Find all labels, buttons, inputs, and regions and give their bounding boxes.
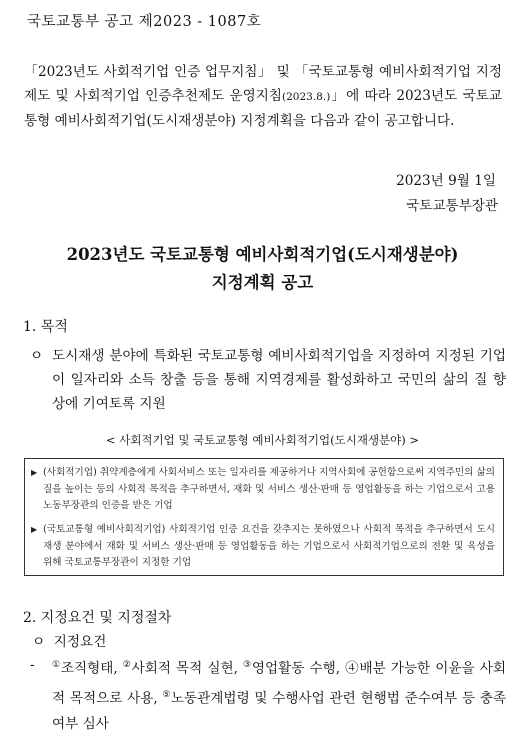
sub-bullet-mark: ㅇ bbox=[32, 634, 46, 650]
circled-number: ② bbox=[122, 660, 132, 670]
requirement-item: 조직형태, bbox=[60, 660, 123, 677]
document-title bbox=[0, 241, 525, 297]
definition-text: 사회적기업 인증 요건을 갖추지는 못하였으나 사회적 목적을 추구하면서 도시재생 분야에서 재화 및 서비스 생산·판매 등 영업활동을 하는 기업으로서 사회적기업으로의 전환 및 육성을 위해 국토교통부장관이 지정한 기업 bbox=[43, 524, 495, 568]
notice-number: 국토교통부 공고 제2023 - 1087호 bbox=[27, 14, 262, 30]
circled-number: ① bbox=[52, 660, 61, 670]
requirements-subheading bbox=[32, 630, 106, 650]
notice-date: 2023년 9월 1일 bbox=[396, 173, 496, 189]
circled-number: ③ bbox=[243, 660, 252, 670]
circled-number: ④ bbox=[345, 660, 360, 677]
intro-guideline-date: (2023.8.) bbox=[282, 91, 331, 103]
requirement-item: 사회적 목적 실현, bbox=[131, 660, 244, 677]
dash-mark: - bbox=[30, 657, 35, 673]
definition-text: 취약계층에게 사회서비스 또는 일자리를 제공하거나 지역사회에 공헌함으로써 지역주민의 삶의 질을 높이는 등의 사회적 목적을 추구하면서, 재화 및 서비스 생산·판매 등 영업활동을 하는 기업으로서 고용노동부장관의 인증을 받은 기업 bbox=[43, 467, 495, 511]
definition-social-enterprise bbox=[31, 465, 495, 515]
definition-box-caption: < 사회적기업 및 국토교통형 예비사회적기업(도시재생분야) > bbox=[105, 433, 420, 447]
requirements-text bbox=[52, 652, 506, 737]
purpose-bullet bbox=[30, 344, 506, 416]
requirement-item: 영업활동 수행, bbox=[251, 660, 346, 677]
triangle-bullet-icon: ▶ bbox=[31, 468, 38, 477]
requirements-title: 지정요건 bbox=[53, 634, 107, 650]
circled-number: ⑤ bbox=[162, 689, 171, 700]
intro-paragraph bbox=[24, 60, 502, 133]
definition-term: (사회적기업) bbox=[43, 467, 97, 478]
signatory: 국토교통부장관 bbox=[406, 198, 498, 214]
intro-text-part1: 「2023년도 사회적기업 인증 업무지침」 및 「국토교통형 예비사회적기업 지정제도 및 사회적기업 인증추천제도 운영지침 bbox=[24, 64, 502, 104]
title-line-2: 지정계획 공고 bbox=[211, 273, 314, 292]
section-2-heading: 2. 지정요건 및 지정절차 bbox=[23, 610, 172, 626]
definition-term: (국토교통형 예비사회적기업) bbox=[43, 524, 166, 535]
requirements-list bbox=[30, 652, 506, 737]
title-line-1: 2023년도 국토교통형 예비사회적기업(도시재생분야) bbox=[66, 245, 459, 264]
bullet-mark: ㅇ bbox=[30, 348, 44, 364]
definition-box bbox=[24, 458, 504, 576]
intro-text-part2: 」에 따라 2023년도 국토교통형 예비사회적기업(도시재생분야) 지정계획을 다음과 같이 공고합니다. bbox=[24, 88, 502, 129]
requirement-item: 노동관계법령 및 수행사업 관련 현행법 준수여부 등 충족여부 심사 bbox=[52, 690, 506, 733]
requirement-item: 배분 가능한 이윤을 사회적 목적으로 사용, bbox=[52, 660, 506, 707]
purpose-text: 도시재생 분야에 특화된 국토교통형 예비사회적기업을 지정하여 지정된 기업이 일자리와 소득 창출 등을 통해 지역경제를 활성화하고 국민의 삶의 질 향상에 기여토록 지원 bbox=[52, 348, 506, 412]
triangle-bullet-icon: ▶ bbox=[31, 525, 38, 534]
section-1-heading: 1. 목적 bbox=[23, 319, 68, 335]
definition-pre-social-enterprise bbox=[31, 522, 495, 572]
